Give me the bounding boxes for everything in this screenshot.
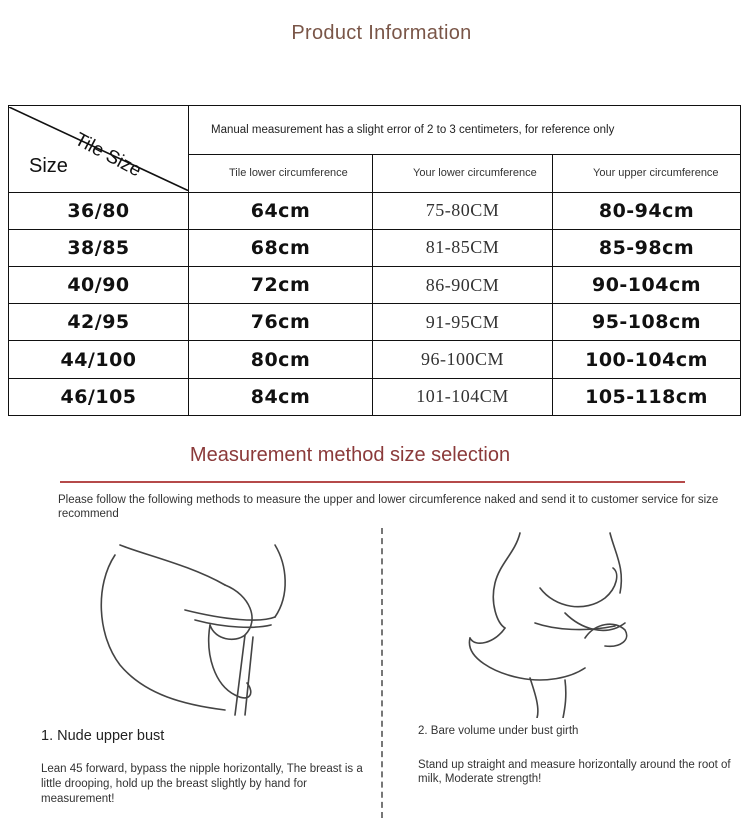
size-cell: 40/90: [9, 267, 189, 304]
tile-lower-cell: 80cm: [189, 341, 373, 378]
size-cell: 36/80: [9, 192, 189, 229]
method-title: Measurement method size selection: [189, 444, 511, 466]
your-upper-cell: 90-104cm: [553, 267, 741, 304]
your-upper-cell: 95-108cm: [553, 304, 741, 341]
table-row: [9, 267, 741, 304]
table-row: [9, 229, 741, 266]
corner-tile-size-label: Tile Size: [71, 128, 145, 182]
your-lower-cell: 75-80CM: [373, 192, 553, 229]
your-lower-cell: 96-100CM: [373, 341, 553, 378]
col-header-your-lower: Your lower circumference: [373, 155, 553, 192]
title-underline: [60, 481, 685, 483]
method-instruction: Please follow the following methods to measure the upper and lower circumference naked and send it to customer service for size recommend: [58, 494, 719, 520]
size-cell: 42/95: [9, 304, 189, 341]
table-row: [9, 192, 741, 229]
table-row: [9, 304, 741, 341]
section-divider: [381, 528, 383, 818]
size-cell: 46/105: [9, 378, 189, 415]
col-header-tile-lower: Tile lower circumference: [189, 155, 373, 192]
your-upper-cell: 100-104cm: [553, 341, 741, 378]
under-bust-illustration: [445, 528, 685, 718]
your-upper-cell: 80-94cm: [553, 192, 741, 229]
size-table: [8, 105, 741, 416]
page-title: Product Information: [291, 22, 472, 44]
size-cell: 38/85: [9, 229, 189, 266]
your-lower-cell: 81-85CM: [373, 229, 553, 266]
your-lower-cell: 86-90CM: [373, 267, 553, 304]
tile-lower-cell: 68cm: [189, 229, 373, 266]
tile-lower-cell: 84cm: [189, 378, 373, 415]
upper-bust-illustration: [75, 525, 335, 720]
tile-lower-cell: 64cm: [189, 192, 373, 229]
step2-text: Stand up straight and measure horizontally around the root of milk, Moderate strength!: [418, 759, 731, 785]
corner-size-label: Size: [29, 154, 68, 177]
size-cell: 44/100: [9, 341, 189, 378]
table-row: [9, 378, 741, 415]
table-row: [9, 341, 741, 378]
table-corner: [9, 106, 189, 193]
tile-lower-cell: 72cm: [189, 267, 373, 304]
tile-lower-cell: 76cm: [189, 304, 373, 341]
your-lower-cell: 91-95CM: [373, 304, 553, 341]
step2-title: 2. Bare volume under bust girth: [418, 725, 579, 737]
your-upper-cell: 105-118cm: [553, 378, 741, 415]
your-lower-cell: 101-104CM: [373, 378, 553, 415]
measurement-note: Manual measurement has a slight error of 2 to 3 centimeters, for reference only: [189, 106, 741, 155]
your-upper-cell: 85-98cm: [553, 229, 741, 266]
step1-title: 1. Nude upper bust: [41, 728, 165, 744]
step1-text: Lean 45 forward, bypass the nipple horizontally, The breast is a little drooping, hold up the breast slightly by hand for measurement!: [41, 763, 363, 805]
col-header-your-upper: Your upper circumference: [553, 155, 741, 192]
